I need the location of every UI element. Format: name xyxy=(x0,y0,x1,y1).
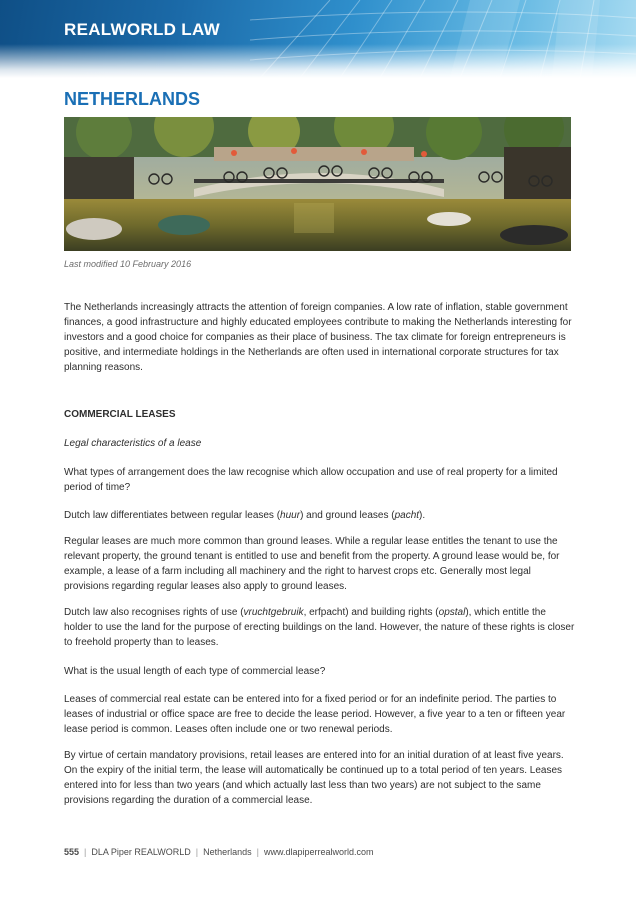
paragraph-rights-of-use: Dutch law also recognises rights of use (vruchtgebruik, erfpacht) and building rights (opstal), which entitle the holder to use the land for the purpose of erecting buildings on the land. However, the nature of these rights is closer to freehold property than to leases. xyxy=(64,607,575,648)
section-heading: COMMERCIAL LEASES xyxy=(64,409,176,420)
footer-url[interactable]: www.dlapiperrealworld.com xyxy=(263,847,374,857)
paragraph-retail-leases: By virtue of certain mandatory provisions, retail leases are entered into for an initial duration of at least five years. On the expiry of the initial term, the lease will automatically be continued up to a total period of ten years. Leases entered into for less than two years (and which actually last less than two years) are not subject to the same provisions regarding the duration of a commercial lease. xyxy=(64,750,564,806)
subsection-heading: Legal characteristics of a lease xyxy=(64,438,202,449)
question-heading-2: What is the usual length of each type of commercial lease? xyxy=(64,666,326,677)
page-title: NETHERLANDS xyxy=(64,89,201,109)
paragraph-lease-length: Leases of commercial real estate can be entered into for a fixed period or for an indefinite period. The parties to leases of industrial or office space are free to decide the lease period. However, a five year to a ten or fifteen year lease period is common. Leases often include one or two renewal periods. xyxy=(64,694,566,735)
page-number: 555 xyxy=(64,847,80,857)
paragraph-lease-types: Dutch law differentiates between regular leases (huur) and ground leases (pacht). xyxy=(64,510,426,521)
article-body xyxy=(64,300,576,808)
footer-publisher: DLA Piper REALWORLD xyxy=(91,847,191,857)
brand-title: REALWORLD LAW xyxy=(64,20,220,39)
banner-fade xyxy=(0,44,636,78)
header-banner xyxy=(0,0,636,78)
page-footer: 555 | DLA Piper REALWORLD | Netherlands | www.dlapiperrealworld.com xyxy=(64,847,374,857)
paragraph-regular-leases: Regular leases are much more common than ground leases. While a regular lease entitles the tenant to use the relevant property, the ground tenant is entitled to use and benefit from the property. A ground lease would be, for example, a lease of a farm including all machinery and the right to harvest crops etc. Generally most legal provisions regarding regular leases also apply to ground leases. xyxy=(64,536,560,592)
last-modified-date: Last modified 10 February 2016 xyxy=(64,259,192,269)
footer-country: Netherlands xyxy=(203,847,252,857)
amsterdam-canal-photo xyxy=(64,117,571,251)
question-heading-1: What types of arrangement does the law recognise which allow occupation and use of real property for a limited period of time? xyxy=(64,467,558,493)
intro-paragraph: The Netherlands increasingly attracts the attention of foreign companies. A low rate of inflation, stable government finances, a good infrastructure and highly educated employees contribute to making the Netherlands interesting for investors and a good choice for companies as their place of business. The tax climate for foreign entrepreneurs is positive, and intermediate holdings in the Netherlands are often used in international corporate structures for tax planning reasons. xyxy=(64,302,572,373)
